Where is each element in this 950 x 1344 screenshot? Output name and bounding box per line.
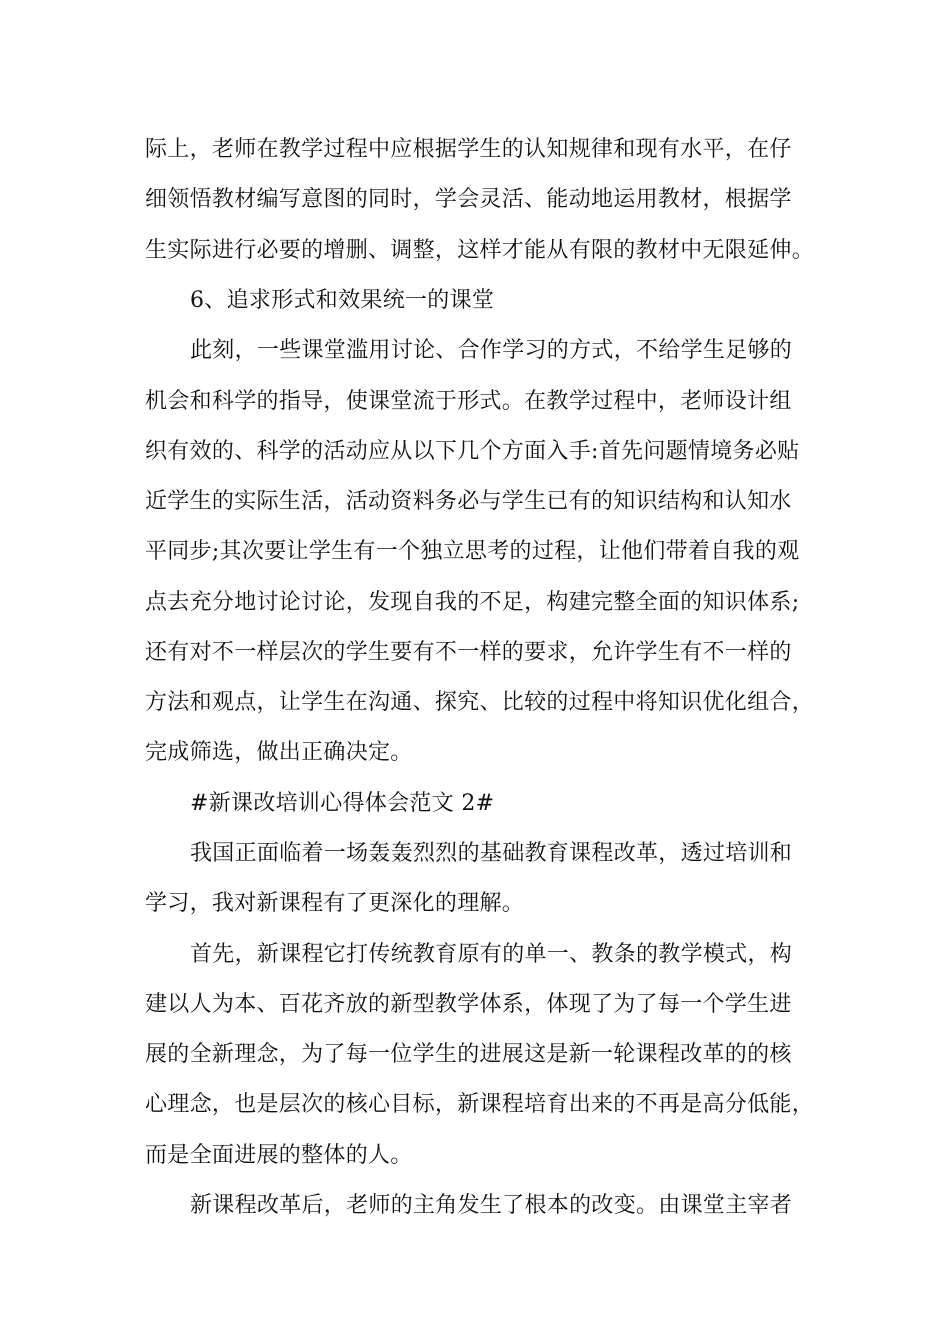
- text-line: 新课程改革后，老师的主角发生了根本的改变。由课堂主宰者: [190, 1193, 793, 1218]
- section-heading: 6、追求形式和效果统一的课堂: [190, 288, 495, 313]
- text-line: 完成筛选，做出正确决定。: [145, 740, 413, 765]
- section-title: #新课改培训心得体会范文 2#: [190, 791, 495, 816]
- text-line: 近学生的实际生活，活动资料务必与学生已有的知识结构和认知水: [145, 489, 792, 514]
- text-line: 我国正面临着一场轰轰烈烈的基础教育课程改革，透过培训和: [190, 841, 793, 866]
- text-line: 平同步;其次要让学生有一个独立思考的过程，让他们带着自我的观: [145, 539, 800, 564]
- text-line: 际上，老师在教学过程中应根据学生的认知规律和现有水平，在仔: [145, 137, 792, 162]
- text-line: 点去充分地讨论讨论，发现自我的不足，构建完整全面的知识体系;: [145, 590, 800, 615]
- text-line: 展的全新理念，为了每一位学生的进展这是新一轮课程改革的的核: [145, 1042, 792, 1067]
- text-line: 机会和科学的指导，使课堂流于形式。在教学过程中，老师设计组: [145, 389, 792, 414]
- text-line: 学习，我对新课程有了更深化的理解。: [145, 891, 525, 916]
- text-line: 生实际进行必要的增删、调整，这样才能从有限的教材中无限延伸。: [145, 238, 815, 263]
- text-line: 此刻，一些课堂滥用讨论、合作学习的方式，不给学生足够的: [190, 338, 793, 363]
- text-line: 方法和观点，让学生在沟通、探究、比较的过程中将知识优化组合，: [145, 690, 815, 715]
- text-line: 而是全面进展的整体的人。: [145, 1143, 413, 1168]
- text-line: 细领悟教材编写意图的同时，学会灵活、能动地运用教材，根据学: [145, 187, 792, 212]
- text-line: 建以人为本、百花齐放的新型教学体系，体现了为了每一个学生进: [145, 992, 792, 1017]
- text-line: 织有效的、科学的活动应从以下几个方面入手:首先问题情境务必贴: [145, 439, 800, 464]
- text-line: 首先，新课程它打传统教育原有的单一、教条的教学模式，构: [190, 942, 793, 967]
- text-line: 心理念，也是层次的核心目标，新课程培育出来的不再是高分低能，: [145, 1092, 815, 1117]
- text-line: 还有对不一样层次的学生要有不一样的要求，允许学生有不一样的: [145, 640, 792, 665]
